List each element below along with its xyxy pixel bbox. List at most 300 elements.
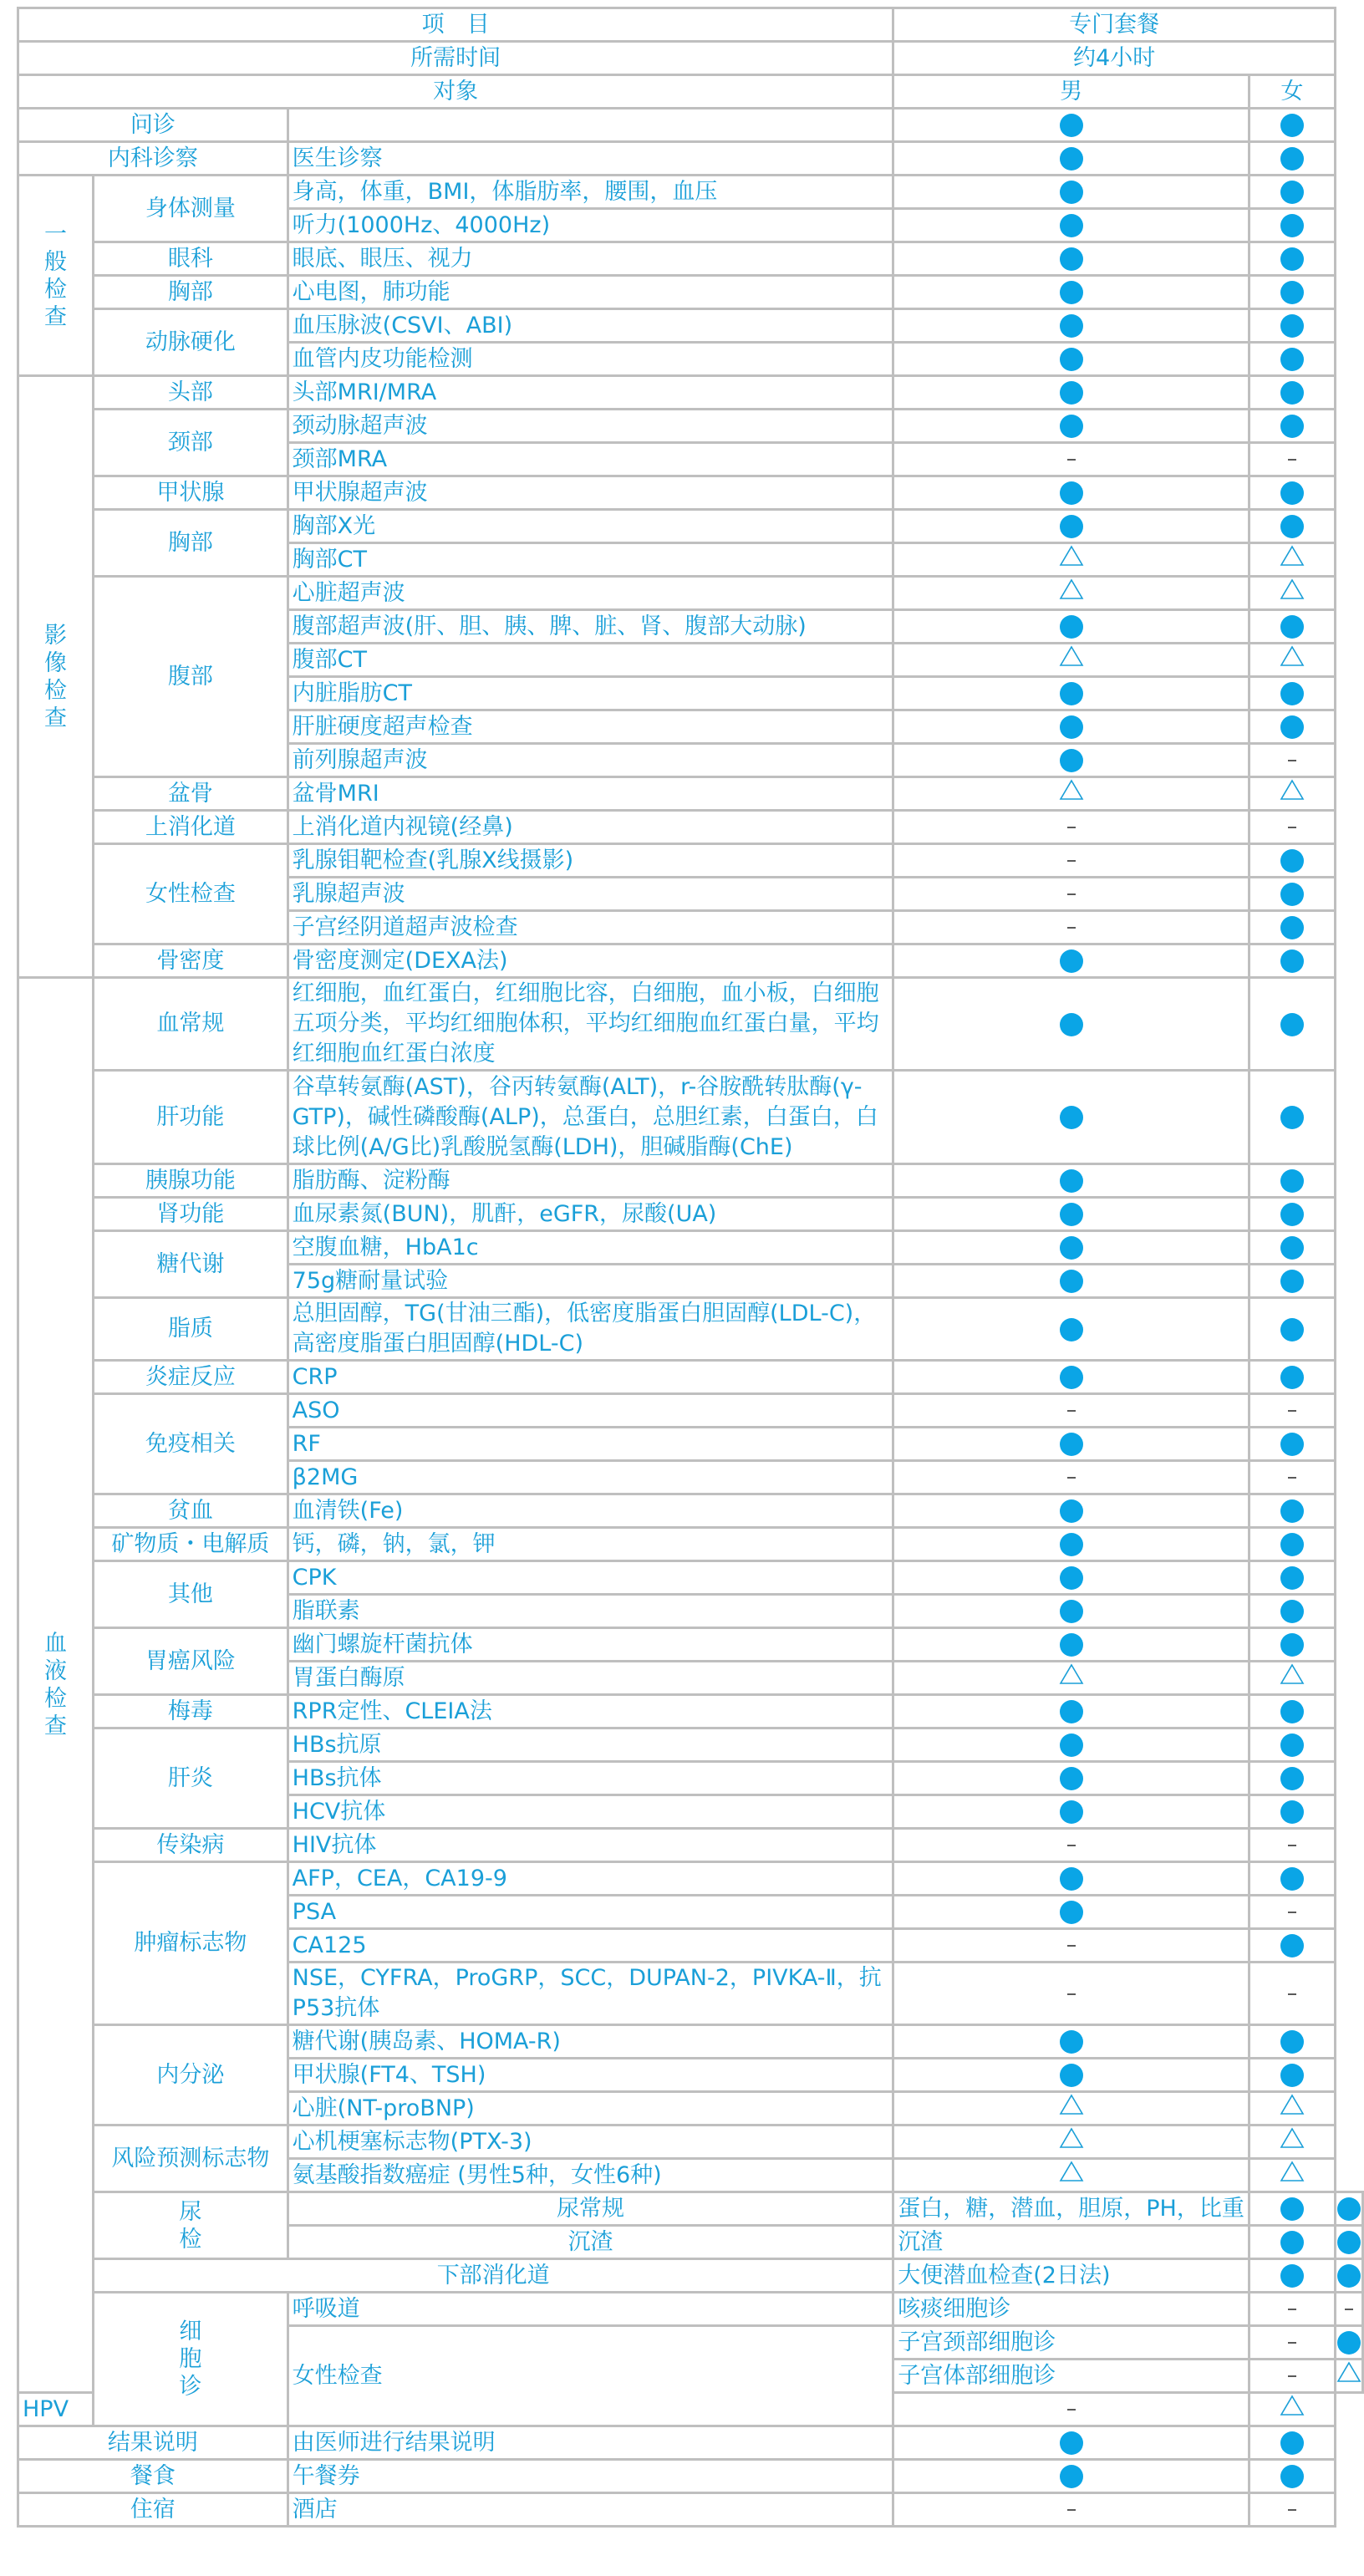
exam-item-cell: 大便潜血检查(2日法) [893, 2259, 1249, 2293]
included-dot-icon [1280, 1318, 1304, 1341]
female-status-cell [1249, 878, 1335, 911]
included-dot-icon [1280, 1800, 1304, 1824]
female-status-cell [1249, 1896, 1335, 1929]
optional-triangle-icon [1280, 2094, 1305, 2123]
exam-item-cell: 幽门螺旋杆菌抗体 [288, 1628, 893, 1662]
category-label: 盆骨 [94, 777, 288, 811]
male-status-cell [893, 1929, 1249, 1963]
table-row [18, 1298, 1363, 1361]
female-status-cell [1249, 510, 1335, 543]
exam-item-cell: 甲状腺超声波 [288, 476, 893, 510]
included-dot-icon [1060, 314, 1083, 338]
female-status-cell [1249, 911, 1335, 944]
header-time-value: 约4小时 [893, 42, 1336, 75]
category-label: 炎症反应 [94, 1361, 288, 1394]
female-status-cell [1249, 1361, 1335, 1394]
female-status-cell [1249, 543, 1335, 577]
female-status-cell [1249, 944, 1335, 978]
exam-item-cell: 上消化道内视镜(经鼻) [288, 811, 893, 844]
included-dot-icon [1280, 1499, 1304, 1523]
exam-item-cell: 头部MRI/MRA [288, 376, 893, 410]
included-dot-icon [1280, 2465, 1304, 2488]
table-row [18, 1198, 1363, 1231]
optional-triangle-icon [1280, 1663, 1305, 1693]
included-dot-icon [1060, 1633, 1083, 1657]
optional-triangle-icon [1280, 578, 1305, 608]
included-dot-icon [1280, 1236, 1304, 1260]
female-status-cell [1336, 2226, 1363, 2259]
category-label: 肝功能 [94, 1071, 288, 1164]
male-status-cell [893, 2025, 1249, 2059]
male-status-cell [893, 1198, 1249, 1231]
male-status-cell [893, 2460, 1249, 2493]
table-row [18, 476, 1363, 510]
exam-item-cell: 前列腺超声波 [288, 744, 893, 777]
exam-item-cell: HPV [18, 2393, 94, 2426]
table-row [18, 109, 1363, 142]
optional-triangle-icon [1059, 779, 1084, 808]
exam-item-cell: 75g糖耐量试验 [288, 1265, 893, 1298]
included-dot-icon [1280, 1633, 1304, 1657]
exam-item-cell: 血尿素氮(BUN)，肌酐，eGFR，尿酸(UA) [288, 1198, 893, 1231]
exam-item-cell: 内脏脂肪CT [288, 677, 893, 710]
female-status-cell [1249, 2059, 1335, 2092]
included-dot-icon [1280, 1767, 1304, 1790]
table-row [18, 844, 1363, 878]
not-included-dash-icon [1067, 1410, 1076, 1412]
included-dot-icon [1060, 1733, 1083, 1757]
included-dot-icon [1060, 1600, 1083, 1623]
table-row [18, 1628, 1363, 1662]
female-status-cell [1249, 1795, 1335, 1829]
male-status-cell [893, 911, 1249, 944]
exam-item-cell: AFP，CEA，CA19-9 [288, 1862, 893, 1896]
male-status-cell [893, 1164, 1249, 1198]
included-dot-icon [1060, 515, 1083, 538]
checkup-package-table [17, 7, 1364, 2528]
female-status-cell [1249, 1164, 1335, 1198]
exam-item-cell: 腹部CT [288, 644, 893, 677]
category-group-text: 尿检 [179, 2198, 202, 2253]
included-dot-icon [1280, 1566, 1304, 1590]
female-status-cell [1249, 2493, 1335, 2527]
optional-triangle-icon [1059, 578, 1084, 608]
female-status-cell [1249, 1628, 1335, 1662]
included-dot-icon [1280, 114, 1304, 137]
header-row-item [18, 8, 1363, 42]
exam-item-cell: RPR定性、CLEIA法 [288, 1695, 893, 1728]
female-status-cell [1249, 677, 1335, 710]
included-dot-icon [1280, 381, 1304, 405]
male-status-cell [893, 710, 1249, 744]
table-row [18, 777, 1363, 811]
male-status-cell [893, 744, 1249, 777]
included-dot-icon [1060, 281, 1083, 304]
table-row [18, 510, 1363, 543]
male-status-cell [893, 242, 1249, 276]
included-dot-icon [1280, 2431, 1304, 2455]
category-label: 女性检查 [94, 844, 288, 944]
table-row [18, 376, 1363, 410]
exam-item-cell: 酒店 [288, 2493, 893, 2527]
category-label: 眼科 [94, 242, 288, 276]
exam-item-cell: 呼吸道 [288, 2293, 893, 2326]
not-included-dash-icon [1288, 2375, 1296, 2377]
not-included-dash-icon [1067, 459, 1076, 461]
female-status-cell [1249, 1265, 1335, 1298]
included-dot-icon [1060, 2030, 1083, 2054]
female-status-cell [1249, 1461, 1335, 1494]
exam-item-cell: 氨基酸指数癌症 (男性5种，女性6种) [288, 2159, 893, 2192]
table-body [18, 8, 1363, 2527]
included-dot-icon [1280, 348, 1304, 371]
male-status-cell [893, 276, 1249, 309]
female-status-cell [1249, 1595, 1335, 1628]
female-status-cell [1249, 1494, 1335, 1528]
female-status-cell [1249, 710, 1335, 744]
included-dot-icon [1337, 2264, 1361, 2288]
female-status-cell [1249, 176, 1335, 209]
female-status-cell [1249, 1428, 1335, 1461]
header-female: 女 [1249, 75, 1335, 109]
included-dot-icon [1060, 114, 1083, 137]
male-status-cell [1249, 2259, 1335, 2293]
female-status-cell [1249, 1929, 1335, 1963]
table-row [18, 978, 1363, 1071]
table-row [18, 577, 1363, 610]
male-status-cell [893, 1461, 1249, 1494]
category-label: 内分泌 [94, 2025, 288, 2125]
optional-triangle-icon [1280, 645, 1305, 675]
male-status-cell [893, 944, 1249, 978]
female-status-cell [1249, 1695, 1335, 1728]
exam-item-cell: HBs抗体 [288, 1762, 893, 1795]
female-status-cell [1249, 577, 1335, 610]
female-status-cell [1249, 443, 1335, 476]
male-status-cell [893, 209, 1249, 242]
exam-item-cell: CRP [288, 1361, 893, 1394]
table-row [18, 1361, 1363, 1394]
exam-item-cell: HIV抗体 [288, 1829, 893, 1862]
included-dot-icon [1280, 1013, 1304, 1036]
female-status-cell [1249, 476, 1335, 510]
table-row [18, 2259, 1363, 2293]
male-status-cell [893, 644, 1249, 677]
category-group-label [18, 176, 94, 376]
table-row [18, 1862, 1363, 1896]
category-label: 矿物质・电解质 [94, 1528, 288, 1561]
table-row [18, 276, 1363, 309]
included-dot-icon [1280, 1106, 1304, 1129]
male-status-cell [1249, 2293, 1335, 2326]
header-plan-label: 专门套餐 [893, 8, 1336, 42]
optional-triangle-icon [1280, 2161, 1305, 2190]
male-status-cell [893, 1695, 1249, 1728]
female-status-cell [1249, 1394, 1335, 1428]
table-row [18, 1528, 1363, 1561]
male-status-cell [893, 1494, 1249, 1528]
exam-item-cell: 午餐券 [288, 2460, 893, 2493]
male-status-cell [893, 1528, 1249, 1561]
included-dot-icon [1060, 1433, 1083, 1456]
category-label: 尿常规 [288, 2192, 893, 2226]
optional-triangle-icon [1280, 2127, 1305, 2156]
included-dot-icon [1280, 247, 1304, 271]
exam-item-cell: 脂肪酶、淀粉酶 [288, 1164, 893, 1198]
female-status-cell [1249, 1963, 1335, 2025]
exam-item-cell: 骨密度测定(DEXA法) [288, 944, 893, 978]
male-status-cell [893, 2125, 1249, 2159]
included-dot-icon [1060, 1800, 1083, 1824]
included-dot-icon [1060, 2465, 1083, 2488]
male-status-cell [893, 510, 1249, 543]
table-row [18, 1728, 1363, 1762]
not-included-dash-icon [1067, 1845, 1076, 1846]
female-status-cell [1249, 242, 1335, 276]
included-dot-icon [1060, 247, 1083, 271]
not-included-dash-icon [1288, 1477, 1296, 1479]
table-row [18, 2493, 1363, 2527]
male-status-cell [893, 1298, 1249, 1361]
included-dot-icon [1060, 682, 1083, 705]
male-status-cell [893, 2159, 1249, 2192]
exam-item-cell: 子宫颈部细胞诊 [893, 2326, 1249, 2360]
category-label: 免疫相关 [94, 1394, 288, 1494]
category-label: 餐食 [18, 2460, 288, 2493]
table-row [18, 811, 1363, 844]
female-status-cell [1249, 1728, 1335, 1762]
category-label: 胸部 [94, 510, 288, 577]
included-dot-icon [1280, 415, 1304, 438]
exam-item-cell: 乳腺钼靶检查(乳腺X线摄影) [288, 844, 893, 878]
optional-triangle-icon [1059, 2161, 1084, 2190]
category-label: 颈部 [94, 410, 288, 476]
male-status-cell [893, 2493, 1249, 2527]
male-status-cell [893, 1829, 1249, 1862]
male-status-cell [893, 1361, 1249, 1394]
category-label: 沉渣 [288, 2226, 893, 2259]
exam-item-cell: 甲状腺(FT4、TSH) [288, 2059, 893, 2092]
female-status-cell [1249, 1198, 1335, 1231]
exam-item-cell: 心电图，肺功能 [288, 276, 893, 309]
male-status-cell [893, 2092, 1249, 2125]
male-status-cell [893, 1561, 1249, 1595]
not-included-dash-icon [1288, 1410, 1296, 1412]
category-group-label [18, 376, 94, 978]
exam-item-cell: 谷草转氨酶(AST)，谷丙转氨酶(ALT)，r-谷胺酰转肽酶(γ-GTP)，碱性磷酸酶(ALP)，总蛋白，总胆红素，白蛋白，白球比例(A/G比)乳酸脱氢酶(LDH)，胆碱脂酶(ChE) [288, 1071, 893, 1164]
table-row [18, 1695, 1363, 1728]
male-status-cell [893, 1595, 1249, 1628]
category-group-label [18, 978, 94, 2393]
male-status-cell [893, 777, 1249, 811]
included-dot-icon [1060, 2064, 1083, 2087]
exam-item-cell: 由医师进行结果说明 [288, 2426, 893, 2460]
male-status-cell [893, 543, 1249, 577]
table-row [18, 2125, 1363, 2159]
included-dot-icon [1280, 1867, 1304, 1891]
included-dot-icon [1280, 2030, 1304, 2054]
included-dot-icon [1280, 1533, 1304, 1556]
category-label: 糖代谢 [94, 1231, 288, 1298]
included-dot-icon [1280, 1700, 1304, 1723]
category-label: 血常规 [94, 978, 288, 1071]
not-included-dash-icon [1288, 2309, 1296, 2310]
optional-triangle-icon [1280, 779, 1305, 808]
table-row [18, 2460, 1363, 2493]
female-status-cell [1249, 109, 1335, 142]
female-status-cell [1249, 1528, 1335, 1561]
exam-item-cell: 乳腺超声波 [288, 878, 893, 911]
included-dot-icon [1060, 1203, 1083, 1226]
female-status-cell [1336, 2360, 1363, 2393]
exam-item-cell: 血管内皮功能检测 [288, 343, 893, 376]
optional-triangle-icon [1059, 2094, 1084, 2123]
not-included-dash-icon [1288, 827, 1296, 828]
category-label: 问诊 [18, 109, 288, 142]
exam-item-cell: 身高，体重，BMI，体脂肪率，腰围，血压 [288, 176, 893, 209]
not-included-dash-icon [1288, 760, 1296, 761]
male-status-cell [893, 376, 1249, 410]
female-status-cell [1249, 2393, 1335, 2426]
included-dot-icon [1060, 1700, 1083, 1723]
table-row [18, 242, 1363, 276]
exam-item-cell: CPK [288, 1561, 893, 1595]
not-included-dash-icon [1345, 2309, 1353, 2310]
included-dot-icon [1280, 2064, 1304, 2087]
header-row-target [18, 75, 1363, 109]
male-status-cell [893, 2426, 1249, 2460]
male-status-cell [893, 1795, 1249, 1829]
male-status-cell [893, 844, 1249, 878]
category-label: 肾功能 [94, 1198, 288, 1231]
included-dot-icon [1280, 715, 1304, 739]
male-status-cell [893, 1963, 1249, 2025]
category-group-text: 影像检查 [44, 622, 68, 731]
exam-item-cell: NSE，CYFRA，ProGRP，SCC，DUPAN-2，PIVKA-Ⅱ，抗P53抗体 [288, 1963, 893, 2025]
male-status-cell [893, 1662, 1249, 1695]
exam-item-cell: PSA [288, 1896, 893, 1929]
not-included-dash-icon [1288, 459, 1296, 461]
exam-item-cell: 空腹血糖，HbA1c [288, 1231, 893, 1265]
exam-item-cell [288, 109, 893, 142]
exam-item-cell: 盆骨MRI [288, 777, 893, 811]
included-dot-icon [1280, 481, 1304, 505]
female-status-cell [1336, 2259, 1363, 2293]
female-status-cell [1249, 1071, 1335, 1164]
included-dot-icon [1337, 2197, 1361, 2221]
included-dot-icon [1060, 1901, 1083, 1924]
male-status-cell [893, 2393, 1249, 2426]
included-dot-icon [1280, 281, 1304, 304]
not-included-dash-icon [1067, 1945, 1076, 1947]
exam-item-cell: RF [288, 1428, 893, 1461]
included-dot-icon [1280, 849, 1304, 873]
optional-triangle-icon [1059, 2127, 1084, 2156]
table-row [18, 176, 1363, 209]
exam-item-cell: 心脏(NT-proBNP) [288, 2092, 893, 2125]
included-dot-icon [1060, 1318, 1083, 1341]
header-target-label: 对象 [18, 75, 893, 109]
included-dot-icon [1060, 1566, 1083, 1590]
table-row [18, 2293, 1363, 2326]
table-row [18, 1829, 1363, 1862]
table-row [18, 1231, 1363, 1265]
male-status-cell [893, 1071, 1249, 1164]
table-row [18, 410, 1363, 443]
table-row [18, 944, 1363, 978]
female-status-cell [1249, 2460, 1335, 2493]
female-status-cell [1249, 142, 1335, 176]
table-row [18, 2025, 1363, 2059]
category-label: 其他 [94, 1561, 288, 1628]
category-label: 胸部 [94, 276, 288, 309]
male-status-cell [1249, 2360, 1335, 2393]
table-row [18, 1394, 1363, 1428]
included-dot-icon [1060, 749, 1083, 772]
included-dot-icon [1280, 1203, 1304, 1226]
male-status-cell [893, 978, 1249, 1071]
category-label: 脂质 [94, 1298, 288, 1361]
category-label: 贫血 [94, 1494, 288, 1528]
included-dot-icon [1060, 381, 1083, 405]
included-dot-icon [1280, 2264, 1304, 2288]
included-dot-icon [1280, 1600, 1304, 1623]
included-dot-icon [1280, 515, 1304, 538]
category-label: 身体测量 [94, 176, 288, 242]
female-status-cell [1249, 1762, 1335, 1795]
not-included-dash-icon [1067, 1477, 1076, 1479]
header-time-label: 所需时间 [18, 42, 893, 75]
category-label: 梅毒 [94, 1695, 288, 1728]
female-status-cell [1249, 978, 1335, 1071]
female-status-cell [1249, 276, 1335, 309]
exam-item-cell: 子宫体部细胞诊 [893, 2360, 1249, 2393]
exam-item-cell: 总胆固醇，TG(甘油三酯)，低密度脂蛋白胆固醇(LDL-C)，高密度脂蛋白胆固醇(HDL-C) [288, 1298, 893, 1361]
included-dot-icon [1060, 214, 1083, 237]
male-status-cell [1249, 2192, 1335, 2226]
included-dot-icon [1280, 181, 1304, 204]
female-status-cell [1249, 410, 1335, 443]
included-dot-icon [1280, 147, 1304, 171]
female-status-cell [1249, 811, 1335, 844]
exam-item-cell: 颈动脉超声波 [288, 410, 893, 443]
female-status-cell [1249, 1829, 1335, 1862]
exam-item-cell: 沉渣 [893, 2226, 1249, 2259]
included-dot-icon [1280, 883, 1304, 906]
included-dot-icon [1060, 481, 1083, 505]
category-label: 甲状腺 [94, 476, 288, 510]
female-status-cell [1249, 644, 1335, 677]
female-status-cell [1249, 2159, 1335, 2192]
not-included-dash-icon [1067, 927, 1076, 929]
female-status-cell [1249, 1862, 1335, 1896]
not-included-dash-icon [1067, 1993, 1076, 1995]
female-status-cell [1249, 376, 1335, 410]
male-status-cell [893, 2059, 1249, 2092]
optional-triangle-icon [1059, 645, 1084, 675]
female-status-cell [1249, 2125, 1335, 2159]
exam-item-cell: 糖代谢(胰岛素、HOMA-R) [288, 2025, 893, 2059]
included-dot-icon [1060, 1533, 1083, 1556]
category-group-label [94, 2293, 288, 2426]
exam-item-cell: HBs抗原 [288, 1728, 893, 1762]
exam-item-cell: 心机梗塞标志物(PTX-3) [288, 2125, 893, 2159]
included-dot-icon [1060, 1106, 1083, 1129]
included-dot-icon [1060, 1270, 1083, 1293]
included-dot-icon [1060, 1169, 1083, 1193]
included-dot-icon [1280, 2197, 1304, 2221]
not-included-dash-icon [1288, 1993, 1296, 1995]
